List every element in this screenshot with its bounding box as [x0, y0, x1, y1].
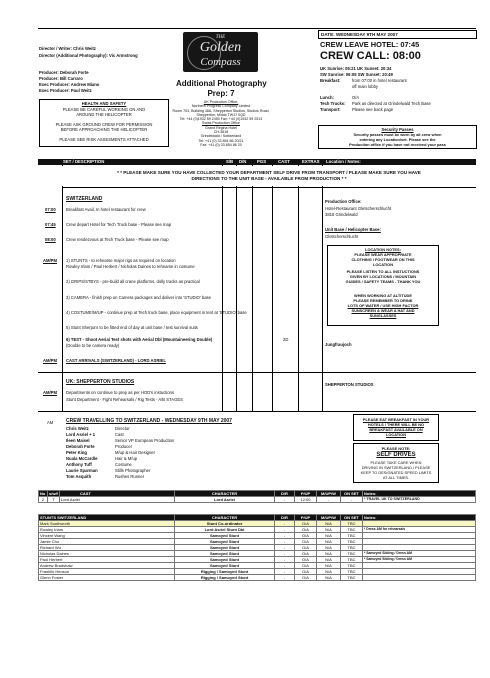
security-passes-box: [318, 125, 477, 149]
cell: Rigging / Samoyed Stunt: [175, 569, 275, 575]
office-line: Room 703, Building 38A, Shepperton Studios, Studios Road,: [172, 108, 270, 113]
th-notes: Notes:: [363, 491, 476, 497]
cell: -: [275, 533, 295, 539]
crew-role: Director: [115, 426, 130, 431]
crew-name: Chris Weitz: [66, 426, 89, 431]
loc-note: PLEASE REMEMBER TO DRINK: [353, 298, 413, 303]
lunch-value: O/A: [352, 95, 360, 100]
cell: TBC: [341, 557, 363, 563]
loc-note: PLEASE LISTEN TO ALL INSTUCTIONS: [346, 269, 420, 274]
cast-table: [38, 490, 476, 503]
cell: Samoyed Stunt: [175, 545, 275, 551]
loc-note: SUNSCREEN & WEAR A HAT AND: [351, 308, 415, 313]
cell: -: [275, 551, 295, 557]
cell: Lord Asriel Stunt Dbl: [175, 527, 275, 533]
producer-credit: Producer: Deborah Forte: [39, 70, 89, 75]
cell: O/A: [295, 563, 317, 569]
cell: Samoyed Stunt: [175, 533, 275, 539]
cell: Vincent Wang: [39, 533, 175, 539]
hs-line: PLEASE SEE RISK ASSESMENTS ATTACHED: [59, 137, 149, 142]
cell: Samoyed Stunt: [175, 557, 275, 563]
cell: -: [275, 521, 295, 527]
bf-line: PLEASE EAT BREAKFAST IN YOUR: [362, 417, 430, 422]
cell: -: [275, 557, 295, 563]
cell: Stunt Co-ordinator: [175, 521, 275, 527]
cell: 12:00: [295, 497, 317, 503]
cell: -: [275, 575, 295, 581]
office-line: UK Production Office,: [203, 100, 239, 104]
cell: Richard Wu: [39, 545, 175, 551]
cell: 2: [39, 497, 48, 503]
th-dr: D/R: [275, 515, 295, 521]
cell: TBC: [341, 545, 363, 551]
cell: Jamie Cho: [39, 539, 175, 545]
logo-text-main: Golden: [199, 40, 242, 55]
bf-line: HOTELS / THERE WILL BE NO: [367, 422, 425, 427]
call-date: DATE: WEDNESDAY 9TH MAY 2007: [321, 32, 398, 37]
sd-title1: PLEASE NOTE:: [381, 446, 411, 451]
col-location-notes: Location / Notes:: [326, 159, 361, 164]
crew-role: Costume: [115, 462, 132, 467]
test-cast: 2D: [283, 337, 289, 342]
cell: -: [275, 539, 295, 545]
security-title: Security Passes: [381, 127, 414, 132]
loc-note: WHEN WORKING AT ALTITUDE: [354, 293, 412, 298]
row-time: 07:45: [45, 222, 56, 227]
breakfast-value: from 07:00 in hotel restaurant: [352, 78, 407, 83]
loc-note: PLEASE WEAR APPROPRIATE: [354, 252, 412, 257]
cell: -: [275, 545, 295, 551]
cell: O/A: [295, 569, 317, 575]
unit-base-value: Gletscherschlucht: [325, 234, 359, 239]
tech-trucks-label: Tech Trucks:: [320, 101, 346, 106]
th-mupw: M/UP/W: [317, 491, 341, 497]
loc-note: LOTS OF WATER / USE HIGH FACTOR: [347, 303, 419, 308]
loc-notes-title: LOCATION NOTES:: [365, 247, 401, 252]
cell: Franklin Henson: [39, 569, 175, 575]
health-safety-box: [39, 99, 169, 147]
cell: -: [317, 497, 341, 503]
hs-line: BEFORE APPROACHING THE HELICOPTER: [60, 127, 148, 132]
sw-sun-times: SW Sunrise: 06:05 SW Sunset: 20:49: [320, 72, 393, 77]
cell: Rowley Irlam: [39, 527, 175, 533]
switzerland-heading: SWITZERLAND: [66, 196, 103, 202]
cell: O/A: [295, 575, 317, 581]
task-item: Rowley Irlam / Paul Herbert / Nicholas Daines to rehearse in costume: [66, 264, 195, 269]
cell: -: [275, 563, 295, 569]
notice-line-1: * * PLEASE MAKE SURE YOU HAVE COLLECTED YOUR DEPARTMENT SELF DRIVE FROM TRANSPORT / PLEASE MAKE SURE YOU HAVE: [117, 170, 421, 175]
notice-line-2: DIRECTIONS TO THE UNIT BASE - AVAILABLE FROM PRODUCTION * *: [191, 176, 347, 181]
cell: TBC: [341, 563, 363, 569]
production-office-title: Production Office:: [325, 199, 362, 204]
uk-heading: UK: SHEPPERTON STUDIOS: [66, 379, 135, 385]
cell: N/A: [317, 569, 341, 575]
crew-name: Anthony Tuff: [66, 462, 92, 467]
crew-name: Tom Asquith: [66, 474, 92, 479]
crew-leave-hotel: CREW LEAVE HOTEL: 07:45: [320, 40, 420, 49]
security-line: Production office if you have not received your pass: [349, 142, 446, 147]
hs-title: HEALTH AND SAFETY: [81, 101, 127, 106]
loc-note: GUIDES / SAFETY TEAMS - THANK YOU: [345, 279, 421, 284]
cell: N/A: [317, 545, 341, 551]
th-onset: ON SET: [341, 515, 363, 521]
crew-name: Peter King: [66, 450, 87, 455]
cell: TBC: [341, 521, 363, 527]
th-pup: P/UP: [295, 491, 317, 497]
office-line: Tel: +41 (0) 33 854 86 20/21: [198, 138, 244, 143]
cell: Samoyed Stunt: [175, 539, 275, 545]
table-row: [39, 575, 476, 581]
row-text: Breakfast Avail. In hotel restaurant for crew: [66, 207, 146, 212]
crew-role: Cast: [115, 432, 124, 437]
ampm-label: AM/PM: [43, 258, 57, 263]
cell: Lord Asriel: [175, 497, 275, 503]
director-credit: Director / Writer: Chris Weitz: [39, 46, 96, 51]
bf-line: LOCATION: [385, 432, 407, 437]
sd-line: DRIVING IN SWITZERLAND / PLEASE: [361, 465, 431, 470]
hs-line: AROUND THE HELICOPTER: [76, 112, 132, 117]
task-item-test: 6) TEST - Shoot Aerial Test shots with Aerial Dbl (Mountaineering Double): [66, 337, 213, 342]
th-stunts: STUNTS SWITZERLAND: [39, 515, 175, 521]
cell: N/A: [317, 539, 341, 545]
th-no: No: [39, 491, 48, 497]
exec2-credit: Exec Producer: Paul Weitz: [39, 88, 92, 93]
cell: TBC: [341, 551, 363, 557]
cell: N/A: [317, 527, 341, 533]
cell: * Dress AM for rehearsals: [363, 527, 476, 533]
cell: -: [275, 497, 295, 503]
uk-line: Departments on continue to prep as per HOD's instuctions: [66, 390, 175, 395]
office-line: Shepperton, Middx TW17 0QD: [196, 112, 246, 117]
th-swf: s/w/f: [49, 491, 58, 496]
task-item: (Double to be camera ready): [66, 343, 120, 348]
cell: Andrew Bradshaw: [39, 563, 175, 569]
cell: O/A: [295, 527, 317, 533]
lunch-label: Lunch:: [320, 95, 334, 100]
crew-name: Laurie Sparman: [66, 468, 98, 473]
col-extras: EXTRAS: [302, 159, 320, 164]
production-office-block: [170, 100, 272, 147]
transport-label: Transport:: [320, 107, 341, 112]
sd-title2: SELF DRIVES: [376, 452, 416, 458]
office-line: CH-3818: [213, 130, 229, 135]
loc-note: CLOTHING / FOOTWEAR ON THIS: [351, 257, 415, 262]
task-item: 2) GRIPS/STBYS - pre-build all crane platforms, dolly tracks as practical: [66, 279, 200, 284]
ampm-label: AM/PM: [43, 358, 57, 363]
cell: * TRAVEL UK TO SWITZERLAND: [363, 497, 476, 503]
cell: Nicholas Daines: [39, 551, 175, 557]
logo-text-sub: Compass: [200, 56, 241, 68]
cell: O/A: [295, 533, 317, 539]
cell: Glenn Foster: [39, 575, 175, 581]
stunt-table: [38, 514, 476, 581]
crew-call: CREW CALL: 08:00: [320, 50, 421, 62]
crew-role: Stills Photographer: [115, 468, 151, 473]
th-pup: P/UP: [295, 515, 317, 521]
bf-line: BREAKFAST AVAILABLE ON: [369, 427, 423, 432]
cast-arrivals: CAST ARRIVALS (SWITZERLAND) - LORD ASRIEL: [66, 358, 166, 363]
director-ad-credit: Director (Additional Photography): Vic Armstrong: [39, 53, 138, 58]
th-character: CHARACTER: [175, 491, 275, 497]
cell: O/A: [295, 551, 317, 557]
th-onset: ON SET: [341, 491, 363, 497]
cell: O/A: [295, 521, 317, 527]
crew-role: Producer: [115, 444, 132, 449]
col-pgs: PGS: [257, 159, 267, 164]
cell: Samoyed Stunt: [175, 563, 275, 569]
th-mupw: M/UP/W: [317, 515, 341, 521]
breakfast-value-2: off main lobby: [352, 84, 378, 89]
loc-note: GIVEN BY LOCATIONS / MOUNTAIN: [349, 274, 417, 279]
office-line: Tel: +44 (0)1932 59 2450 Fax: +44 (0)1932 59 2513: [179, 117, 263, 122]
date-box: [318, 30, 477, 39]
title-prep: Prep: 7: [207, 89, 235, 98]
logo-text-top: THE: [215, 35, 226, 40]
row-time: 07:00: [45, 207, 56, 212]
travel-heading: CREW TRAVELLING TO SWITZERLAND - WEDNESDAY 9TH MAY 2007: [66, 418, 232, 424]
cell: Lord Asriel: [60, 497, 175, 503]
cell: TBC: [341, 533, 363, 539]
schedule-header-bar: [38, 159, 476, 165]
crew-name: Nuala McCardle: [66, 456, 98, 461]
jungfraujoch-location: Jungfraujoch: [325, 342, 352, 347]
cell: * Samoyed Sliding / Dress AM: [363, 557, 476, 563]
loc-note: LOCATION: [372, 262, 394, 267]
office-line: Swiss Production Office: [202, 121, 240, 126]
self-drive-notice: [62, 166, 476, 186]
loc-note: SUNGLASSES: [369, 313, 397, 318]
security-line: Security passes must be worn by all crew when: [353, 132, 442, 137]
cell: O/A: [295, 539, 317, 545]
th-notes: Notes:: [363, 515, 476, 521]
cell: * Samoyed Sliding / Dress AM: [363, 551, 476, 557]
th-cast: CAST: [60, 491, 175, 497]
task-item: 4) COSTUME/M/UP - continue prep at Tech truck base, place equipment in tent at 'STUDIO' base: [66, 310, 247, 315]
hs-line: PLEASE ASK GROUND CREW FOR PERMISSION: [55, 122, 153, 127]
cell: N/A: [317, 521, 341, 527]
uk-sun-times: UK Sunrise: 05:21 UK Sunset: 20:34: [320, 66, 392, 71]
cell: Samoyed Stunt: [175, 551, 275, 557]
production-office-line: Hotel-Restaurant Gletscherschlucht: [325, 206, 392, 211]
th-character: CHARACTER: [175, 515, 275, 521]
crew-role: Hair & M/up: [115, 456, 138, 461]
office-line: Fax: +41 (0) 33 854 86 20: [200, 142, 242, 147]
task-item: 3) CAMERA - finish prep on Camera packages and deliver into 'STUDIO' base: [66, 295, 211, 300]
sd-line: AT ALL TIMES.: [382, 475, 410, 480]
crew-role: M/up & Hair Designer: [115, 450, 156, 455]
cell: N/A: [317, 551, 341, 557]
cell: Paul Herbert: [39, 557, 175, 563]
office-line: Grindelwald / Switzerland: [200, 134, 242, 139]
sd-line: PLEASE TAKE CARE WHEN: [370, 460, 422, 465]
ampm-label: AM/PM: [43, 390, 57, 395]
col-cast: CAST: [278, 159, 290, 164]
cell: N/A: [317, 575, 341, 581]
office-line: Grand Regina Hotel: [205, 125, 237, 130]
col-dn: D/N: [239, 159, 247, 164]
cell: [363, 575, 476, 581]
row-time: 08:00: [45, 237, 56, 242]
cell: O/A: [295, 557, 317, 563]
transport-value: Please see back page: [352, 107, 394, 112]
uk-line: Stunt Department - Fight Rehearsals / Rig Tests - A/B STAGES: [66, 397, 183, 402]
breakfast-label: Breakfast:: [320, 78, 341, 83]
task-item: 5) Stunt Sherpa's to be fitted end of day at unit base / test survival suits: [66, 325, 198, 330]
cell: TBC: [341, 575, 363, 581]
travel-am: AM: [47, 420, 54, 425]
breakfast-notice-box: [353, 414, 439, 441]
cell: Mark Southworth: [39, 521, 175, 527]
crew-name: Ileen Maisel: [66, 438, 90, 443]
table-row: [39, 497, 476, 503]
office-line: Northern Progress Company Limited: [191, 104, 251, 109]
cell: -: [275, 569, 295, 575]
row-text: Crew depart Hotel for Tech Truck base - Please see map: [66, 222, 172, 227]
crew-name: Lord Asriel + 1: [66, 432, 96, 437]
cell: T: [48, 497, 60, 503]
exec1-credit: Exec Producer: Andrew Miano: [39, 82, 100, 87]
col-sb: S/B: [226, 159, 234, 164]
cell: -: [275, 527, 295, 533]
cell: TBC: [341, 569, 363, 575]
tech-trucks-value: Park as directed at Grindelwald Tech Base: [352, 101, 431, 106]
producer2-credit: Producer: Bill Carraro: [39, 76, 83, 81]
crew-name: Deborah Forte: [66, 444, 95, 449]
th-dr: D/R: [275, 491, 295, 497]
security-line: entering any Location/set. Please see the: [359, 137, 436, 142]
self-drives-box: [353, 443, 439, 483]
golden-compass-logo: [183, 32, 258, 72]
hs-line: PLEASE BE CAREFUL WORKING ON AND: [62, 107, 146, 112]
title-additional-photography: Additional Photography: [176, 79, 267, 88]
cell: -: [341, 497, 363, 503]
unit-base-title: Unit Base / Helicopter Base:: [325, 227, 381, 232]
cell: Rigging / Samoyed Stunt: [175, 575, 275, 581]
cell: TBC: [341, 527, 363, 533]
location-notes-box: [327, 245, 439, 326]
col-set: SET / DESCRIPTION: [63, 159, 105, 164]
crew-role: Rushes Runner: [115, 474, 145, 479]
cell: O/A: [295, 545, 317, 551]
cell: TBC: [341, 539, 363, 545]
cell: N/A: [317, 533, 341, 539]
crew-role: Senior VP European Production: [115, 438, 175, 443]
row-text: Crew rendezvous at Tech Truck base - Please see map: [66, 237, 169, 242]
uk-location: SHEPPERTON STUDIOS: [325, 382, 374, 387]
production-office-line: 3818 Grindelwald: [325, 212, 358, 217]
cell: N/A: [317, 563, 341, 569]
sd-line: KEEP TO DESIGNATED SPEED LIMITS: [360, 470, 432, 475]
cell: N/A: [317, 557, 341, 563]
task-item: 1) STUNTS - to rehearse major rigs as required on location: [66, 258, 176, 263]
